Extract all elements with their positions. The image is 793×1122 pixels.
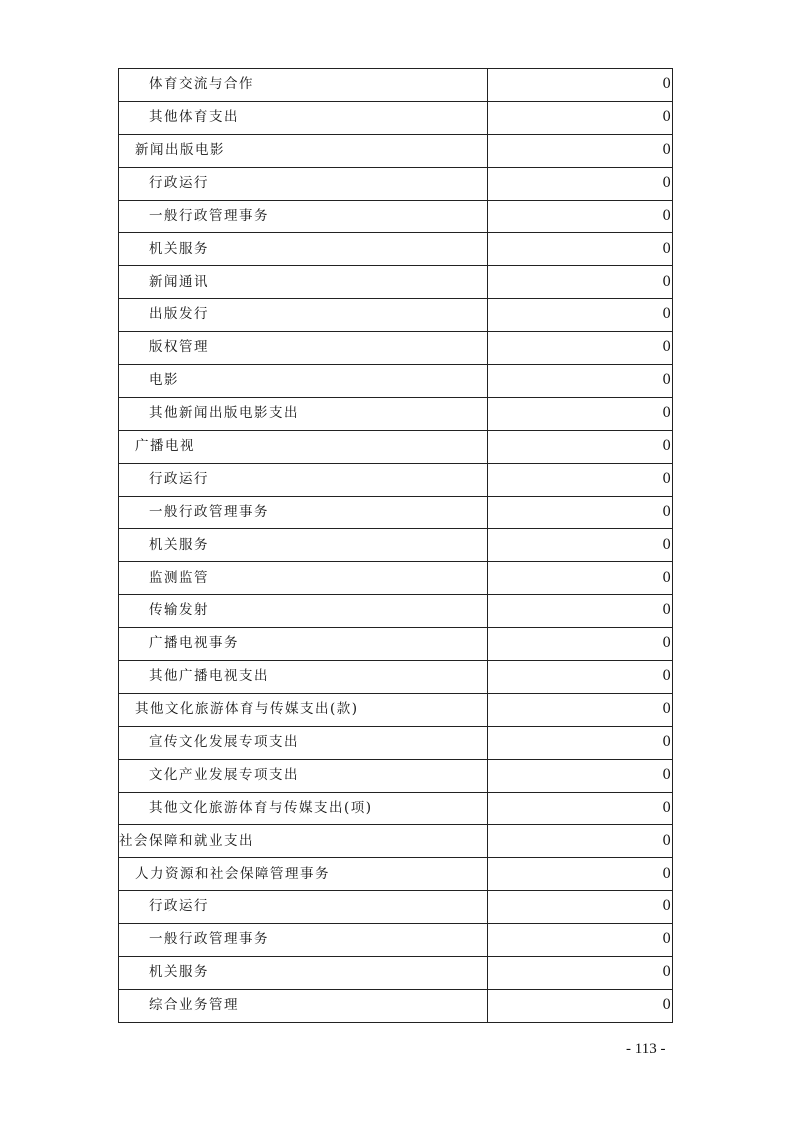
item-name-cell: 文化产业发展专项支出 xyxy=(119,759,488,792)
item-name-cell: 宣传文化发展专项支出 xyxy=(119,726,488,759)
item-amount-cell: 0 xyxy=(488,891,673,924)
table-row xyxy=(119,562,673,595)
item-amount-cell: 0 xyxy=(488,595,673,628)
table-row xyxy=(119,332,673,365)
item-name-cell: 行政运行 xyxy=(119,167,488,200)
table-row xyxy=(119,628,673,661)
table-row xyxy=(119,496,673,529)
item-name-cell: 一般行政管理事务 xyxy=(119,496,488,529)
table-row xyxy=(119,167,673,200)
item-amount-cell: 0 xyxy=(488,134,673,167)
item-amount-cell: 0 xyxy=(488,266,673,299)
table-row xyxy=(119,989,673,1022)
item-name-cell: 行政运行 xyxy=(119,891,488,924)
item-name-cell: 其他文化旅游体育与传媒支出(款) xyxy=(119,693,488,726)
table-row xyxy=(119,792,673,825)
item-amount-cell: 0 xyxy=(488,496,673,529)
item-name-cell: 监测监管 xyxy=(119,562,488,595)
table-row xyxy=(119,924,673,957)
item-name-cell: 广播电视 xyxy=(119,430,488,463)
item-amount-cell: 0 xyxy=(488,529,673,562)
item-amount-cell: 0 xyxy=(488,69,673,102)
item-amount-cell: 0 xyxy=(488,693,673,726)
item-name-cell: 新闻出版电影 xyxy=(119,134,488,167)
table-body xyxy=(119,69,673,1023)
table-row xyxy=(119,463,673,496)
item-amount-cell: 0 xyxy=(488,430,673,463)
item-amount-cell: 0 xyxy=(488,299,673,332)
page-number: - 113 - xyxy=(626,1041,666,1057)
budget-table xyxy=(118,68,673,1023)
table-row xyxy=(119,266,673,299)
table-row xyxy=(119,397,673,430)
item-amount-cell: 0 xyxy=(488,167,673,200)
table-row xyxy=(119,825,673,858)
table-row xyxy=(119,858,673,891)
item-name-cell: 一般行政管理事务 xyxy=(119,200,488,233)
item-amount-cell: 0 xyxy=(488,365,673,398)
table-row xyxy=(119,891,673,924)
table-row xyxy=(119,726,673,759)
item-amount-cell: 0 xyxy=(488,628,673,661)
table-row xyxy=(119,101,673,134)
item-amount-cell: 0 xyxy=(488,661,673,694)
table-row xyxy=(119,365,673,398)
item-amount-cell: 0 xyxy=(488,332,673,365)
table-row xyxy=(119,200,673,233)
item-name-cell: 广播电视事务 xyxy=(119,628,488,661)
table-row xyxy=(119,299,673,332)
table-row xyxy=(119,529,673,562)
item-name-cell: 版权管理 xyxy=(119,332,488,365)
table-row xyxy=(119,233,673,266)
item-amount-cell: 0 xyxy=(488,200,673,233)
item-amount-cell: 0 xyxy=(488,924,673,957)
item-name-cell: 其他广播电视支出 xyxy=(119,661,488,694)
item-name-cell: 其他体育支出 xyxy=(119,101,488,134)
item-name-cell: 社会保障和就业支出 xyxy=(119,825,488,858)
item-name-cell: 出版发行 xyxy=(119,299,488,332)
item-name-cell: 体育交流与合作 xyxy=(119,69,488,102)
item-amount-cell: 0 xyxy=(488,825,673,858)
item-name-cell: 一般行政管理事务 xyxy=(119,924,488,957)
item-name-cell: 传输发射 xyxy=(119,595,488,628)
item-name-cell: 机关服务 xyxy=(119,529,488,562)
table-row xyxy=(119,759,673,792)
table-row xyxy=(119,134,673,167)
table-row xyxy=(119,957,673,990)
item-name-cell: 行政运行 xyxy=(119,463,488,496)
item-name-cell: 综合业务管理 xyxy=(119,989,488,1022)
item-name-cell: 其他新闻出版电影支出 xyxy=(119,397,488,430)
table-row xyxy=(119,661,673,694)
item-amount-cell: 0 xyxy=(488,397,673,430)
item-amount-cell: 0 xyxy=(488,463,673,496)
item-name-cell: 人力资源和社会保障管理事务 xyxy=(119,858,488,891)
item-name-cell: 其他文化旅游体育与传媒支出(项) xyxy=(119,792,488,825)
table-row xyxy=(119,430,673,463)
item-amount-cell: 0 xyxy=(488,989,673,1022)
item-name-cell: 电影 xyxy=(119,365,488,398)
table-row xyxy=(119,693,673,726)
item-amount-cell: 0 xyxy=(488,792,673,825)
item-name-cell: 机关服务 xyxy=(119,233,488,266)
item-amount-cell: 0 xyxy=(488,858,673,891)
item-amount-cell: 0 xyxy=(488,957,673,990)
item-amount-cell: 0 xyxy=(488,101,673,134)
item-amount-cell: 0 xyxy=(488,233,673,266)
item-amount-cell: 0 xyxy=(488,562,673,595)
table-row xyxy=(119,595,673,628)
item-amount-cell: 0 xyxy=(488,759,673,792)
item-name-cell: 新闻通讯 xyxy=(119,266,488,299)
table-row xyxy=(119,69,673,102)
item-amount-cell: 0 xyxy=(488,726,673,759)
item-name-cell: 机关服务 xyxy=(119,957,488,990)
